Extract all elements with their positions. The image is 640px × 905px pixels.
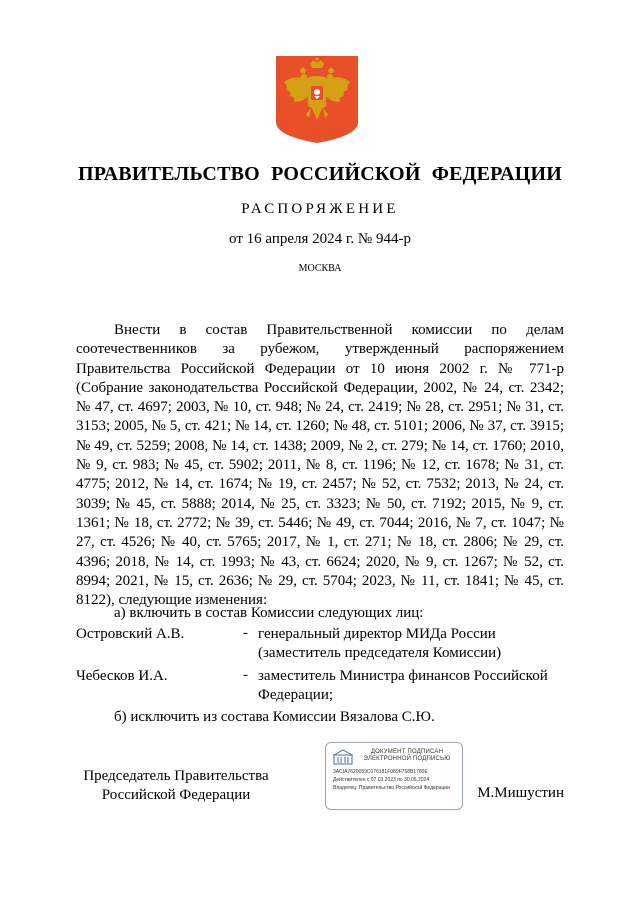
person-name: Островский А.В. [76,626,185,642]
electronic-signature-stamp [325,742,463,810]
person-name: Чебесков И.А. [76,668,168,684]
person-dash: - [243,667,248,683]
main-paragraph [76,321,564,610]
main-paragraph-text: Внести в состав Правительственной комиссии по делам соотечественников за рубежом, утвержденный распоряжением Правительства Российской Федерации от 10 июня 2002 г. № 771-р (Собрание законодательства Российской Федерации, 2002, № 24, ст. 2342; № 47, ст. 4697; 2003, № 10, ст. 948; № 24, ст. 2419; № 28, ст. 2951; № 31, ст. 3153; 2005, № 5, ст. 421; № 14, ст. 1260; № 48, ст. 5101; 2006, № 37, ст. 3915; № 49, ст. 5259; 2008, № 14, ст. 1438; 2009, № 2, ст. 279; № 14, ст. 1760; 2010, № 9, ст. 983; № 45, ст. 5902; 2011, № 8, ст. 1196; № 12, ст. 1678; № 31, ст. 4775; 2012, № 14, ст. 1674; № 19, ст. 2457; № 52, ст. 7532; 2013, № 24, ст. 3039; № 45, ст. 5888; 2014, № 25, ст. 3323; № 50, ст. 7192; 2015, № 9, ст. 1361; № 18, ст. 2772; № 39, ст. 5446; № 49, ст. 7044; 2016, № 7, ст. 1047; № 27, ст. 4526; № 40, ст. 5765; 2017, № 1, ст. 271; № 18, ст. 2806; № 29, ст. 4396; 2018, № 14, ст. 1993; № 43, ст. 6624; 2020, № 9, ст. 1267; № 52, ст. 8994; 2021, № 15, ст. 2636; № 29, ст. 5704; 2023, № 11, ст. 1841; № 45, ст. 8122), следующие изменения: [76,322,564,609]
document-date-number: от 16 апреля 2024 г. № 944-р [229,231,411,247]
person-role: генеральный директор МИДа России (заместитель председателя Комиссии) [258,626,502,662]
coat-of-arms-icon [276,56,358,143]
document-city: МОСКВА [298,263,342,274]
person-role: заместитель Министра финансов Российской Федерации; [258,668,548,704]
signer-position: Председатель Правительства Российской Федерации [83,768,269,804]
person-dash: - [243,625,248,641]
building-icon [333,749,353,765]
document-type: РАСПОРЯЖЕНИЕ [241,201,399,217]
item-a: а) включить в состав Комиссии следующих лиц: [114,605,424,621]
government-title: ПРАВИТЕЛЬСТВО РОССИЙСКОЙ ФЕДЕРАЦИИ [78,163,562,185]
stamp-title: ДОКУМЕНТ ПОДПИСАН ЭЛЕКТРОННОЙ ПОДПИСЬЮ [363,749,451,762]
stamp-certificate: 3ACIA7620059C076181F089F768B1780E [333,769,428,775]
stamp-owner: Владелец: Правительство Российской Федерации [333,785,450,791]
signer-name: М.Мишустин [477,785,564,801]
item-b: б) исключить из состава Комиссии Вязалова С.Ю. [114,709,435,725]
stamp-validity: Действителен с 07.03.2023 по 30.05.2024 [333,777,430,783]
